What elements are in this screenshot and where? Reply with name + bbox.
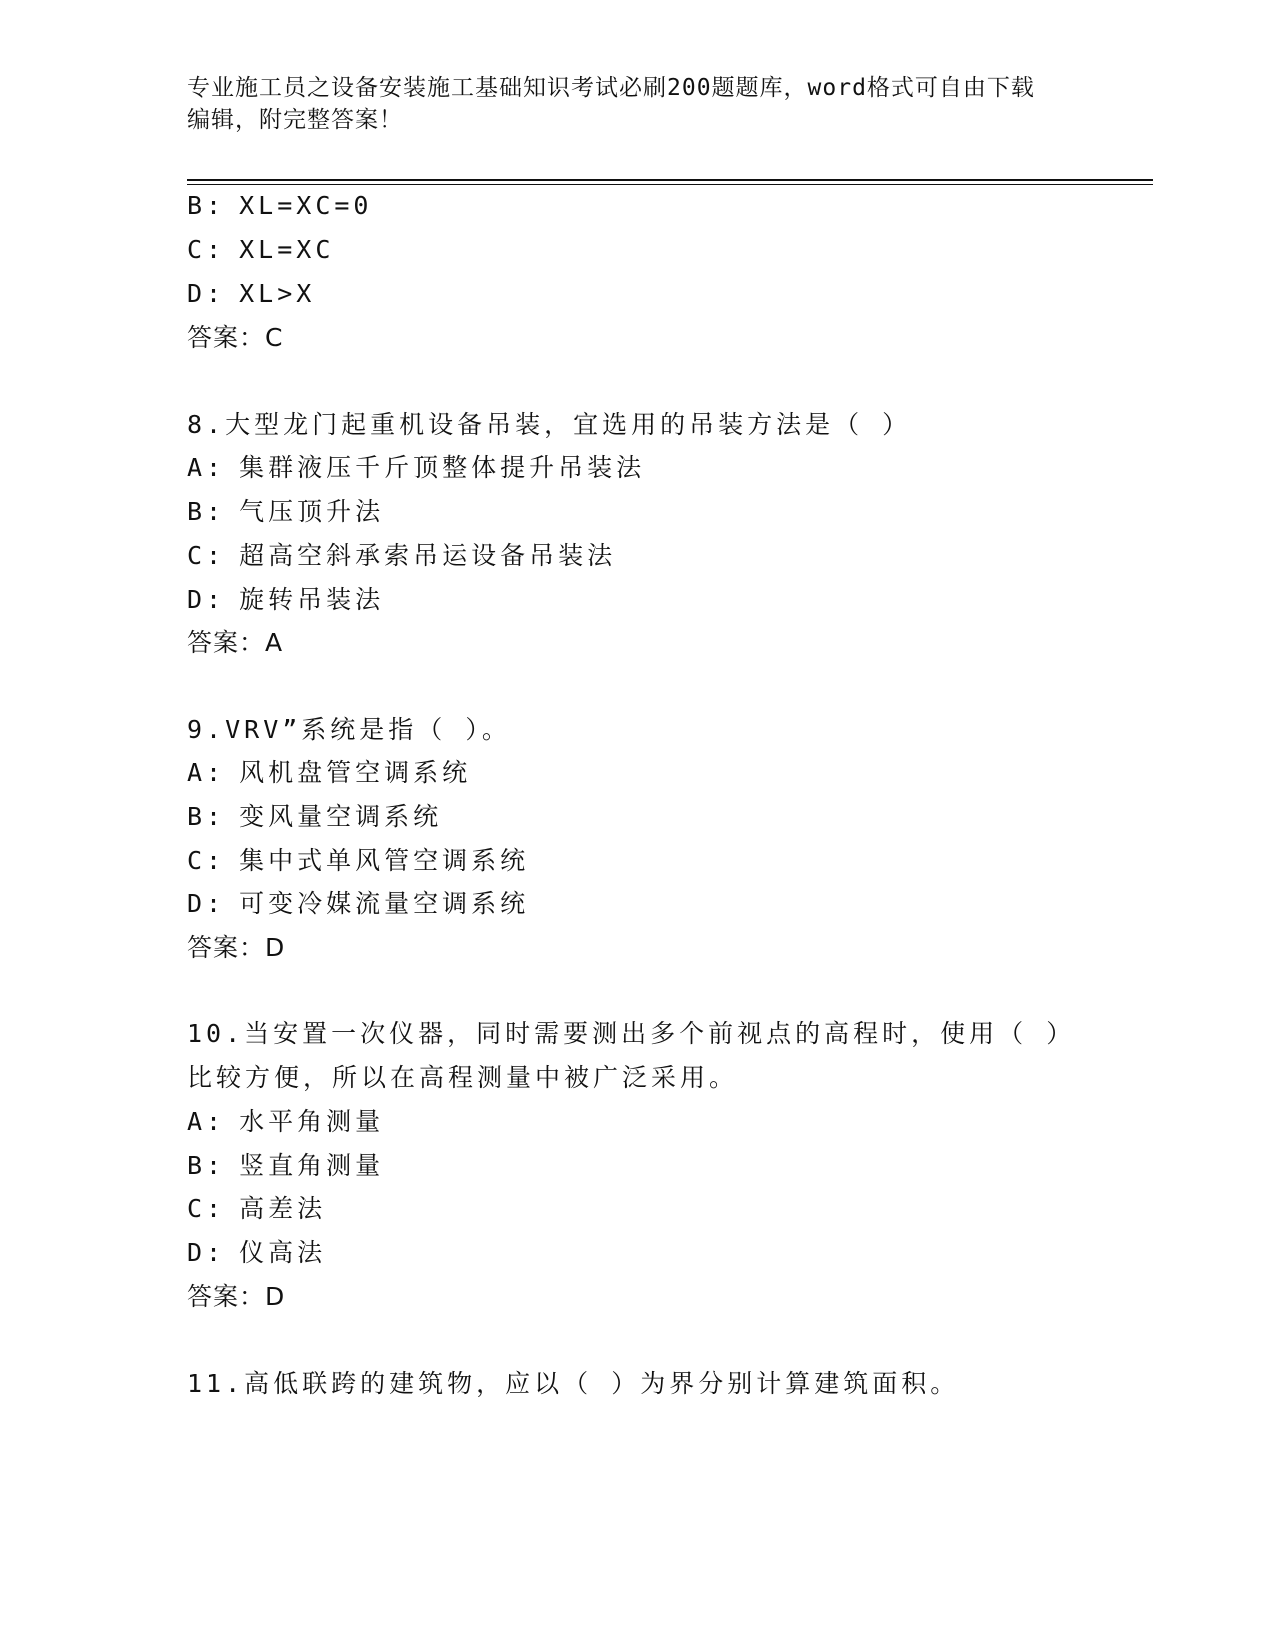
option-label: B:: [187, 191, 226, 220]
q9-option-a: [187, 757, 471, 789]
header-rule-thick: [187, 179, 1153, 181]
header-rule-thin: [187, 184, 1153, 185]
option-text: 水平角测量: [239, 1107, 385, 1136]
option-text: 超高空斜承索吊运设备吊装法: [239, 541, 617, 570]
q8-option-c: [187, 540, 616, 572]
option-label: A:: [187, 1107, 226, 1136]
header-line-2: 编辑，附完整答案！: [187, 107, 403, 133]
option-text: XL=XC=0: [239, 191, 373, 220]
question-8-stem: 8.大型龙门起重机设备吊装，宜选用的吊装方法是（ ）: [187, 410, 912, 439]
option-text: 旋转吊装法: [239, 585, 385, 614]
option-label: C:: [187, 541, 226, 570]
question-11-stem: 11.高低联跨的建筑物，应以（ ）为界分别计算建筑面积。: [187, 1369, 960, 1398]
question-10-stem-line-1: 10.当安置一次仪器，同时需要测出多个前视点的高程时，使用（ ）: [187, 1019, 1076, 1048]
q10-answer: 答案：D: [187, 1282, 286, 1311]
q9-option-d: [187, 888, 529, 920]
option-text: 竖直角测量: [239, 1151, 385, 1180]
q9-option-b: [187, 801, 442, 833]
option-d: [187, 278, 315, 310]
option-text: XL=XC: [239, 235, 335, 264]
option-text: 变风量空调系统: [239, 802, 443, 831]
question-10-stem-line-2: 比较方便，所以在高程测量中被广泛采用。: [187, 1063, 739, 1092]
option-label: B:: [187, 1151, 226, 1180]
q9-option-c: [187, 845, 529, 877]
option-text: 高差法: [239, 1194, 327, 1223]
option-label: D:: [187, 889, 226, 918]
option-label: D:: [187, 279, 226, 308]
q10-option-a: [187, 1106, 384, 1138]
option-text: 集群液压千斤顶整体提升吊装法: [239, 453, 646, 482]
q10-option-b: [187, 1150, 384, 1182]
answer-line: 答案：C: [187, 323, 284, 352]
option-b: [187, 190, 372, 222]
option-label: A:: [187, 453, 226, 482]
option-text: 可变冷媒流量空调系统: [239, 889, 530, 918]
option-c: [187, 234, 334, 266]
option-label: C:: [187, 235, 226, 264]
option-label: C:: [187, 1194, 226, 1223]
q8-answer: 答案：A: [187, 628, 284, 657]
q10-option-d: [187, 1237, 326, 1269]
q8-option-a: [187, 452, 645, 484]
page-header: [187, 72, 1067, 136]
q8-option-d: [187, 584, 384, 616]
option-label: C:: [187, 846, 226, 875]
q10-option-c: [187, 1193, 326, 1225]
option-label: A:: [187, 758, 226, 787]
header-line-1: 专业施工员之设备安装施工基础知识考试必刷200题题库，word格式可自由下载: [187, 75, 1035, 101]
option-label: D:: [187, 1238, 226, 1267]
option-label: B:: [187, 497, 226, 526]
option-text: 集中式单风管空调系统: [239, 846, 530, 875]
option-label: B:: [187, 802, 226, 831]
question-9-stem: 9.VRV”系统是指（ ）。: [187, 715, 511, 744]
option-text: XL>X: [239, 279, 316, 308]
option-text: 风机盘管空调系统: [239, 758, 472, 787]
option-text: 仪高法: [239, 1238, 327, 1267]
q9-answer: 答案：D: [187, 933, 286, 962]
option-label: D:: [187, 585, 226, 614]
option-text: 气压顶升法: [239, 497, 385, 526]
q8-option-b: [187, 496, 384, 528]
